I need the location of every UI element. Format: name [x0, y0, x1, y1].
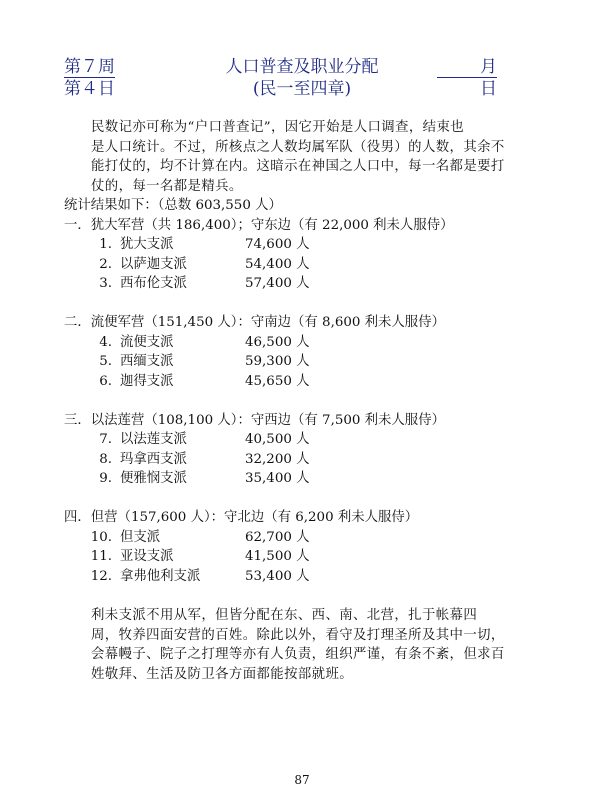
tribe-name: 西布伦支派	[120, 276, 187, 291]
item-number: 3.	[99, 276, 112, 291]
tribe-count: 53,400 人	[245, 568, 310, 584]
tribe-count: 57,400 人	[245, 276, 310, 291]
camp-group-north	[64, 508, 550, 586]
item-number: 9.	[99, 471, 112, 486]
tribe-count: 41,500 人	[245, 549, 310, 564]
tribe-name: 拿弗他利支派	[120, 568, 201, 584]
tribe-count: 74,600 人	[245, 237, 310, 252]
intro-line: 能打仗的，均不计算在内。这暗示在神国之人口中，每一名都是要打	[91, 159, 505, 174]
closing-line: 姓敬拜、生活及防卫各方面都能按部就班。	[91, 666, 354, 682]
tribe-name: 以萨迦支派	[120, 256, 187, 272]
closing-line: 利未支派不用从军，但皆分配在东、西、南、北营，扎于帐幕四	[91, 608, 478, 623]
item-number: 1.	[99, 237, 112, 252]
list-item	[64, 430, 550, 450]
list-item	[64, 333, 550, 353]
item-number: 10.	[90, 529, 112, 545]
page-title: 人口普查及职业分配	[225, 57, 379, 77]
group-heading: 三．以法莲营（108,100 人）：守西边（有 7,500 利未人服侍）	[64, 412, 445, 428]
list-item	[64, 450, 550, 470]
camp-group-south	[64, 313, 550, 391]
intro-line: 是人口统计。不过，所核点之人数均属军队（役男）的人数，其余不	[91, 139, 505, 155]
list-item	[64, 235, 550, 255]
day-label: 第４日	[64, 79, 115, 99]
tribe-name: 犹大支派	[120, 237, 174, 252]
tribe-count: 54,400 人	[245, 256, 310, 272]
item-number: 8.	[99, 451, 112, 467]
tribe-name: 便雅悯支派	[120, 471, 187, 486]
tribe-name: 以法莲支派	[120, 432, 187, 447]
tribe-count: 59,300 人	[245, 354, 310, 369]
list-item	[64, 469, 550, 489]
item-number: 7.	[99, 432, 112, 447]
closing-paragraph	[64, 606, 550, 684]
tribe-name: 玛拿西支派	[120, 451, 187, 467]
item-number: 12.	[90, 568, 112, 584]
camp-group-east	[64, 216, 550, 294]
item-number: 11.	[90, 549, 112, 564]
list-item	[64, 352, 550, 372]
page-number: 87	[294, 773, 310, 787]
main-text	[64, 118, 550, 684]
tribe-count: 45,650 人	[245, 373, 310, 389]
tribe-count: 32,200 人	[245, 451, 310, 467]
tribe-name: 亚设支派	[120, 549, 174, 564]
tribe-name: 但支派	[120, 529, 161, 545]
closing-line: 周，牧养四面安营的百姓。除此以外，看守及打理圣所及其中一切，	[91, 627, 505, 643]
summary-line: 统计结果如下：（总数 603,550 人）	[64, 198, 282, 213]
group-heading: 一．犹大军营（共 186,400）；守东边（有 22,000 利未人服侍）	[64, 217, 454, 233]
camp-group-west	[64, 411, 550, 489]
intro-paragraph	[64, 118, 550, 196]
tribe-count: 62,700 人	[245, 529, 310, 545]
item-number: 6.	[99, 373, 112, 389]
list-item	[64, 255, 550, 275]
tribe-name: 西缅支派	[120, 354, 174, 369]
closing-line: 会幕幔子、院子之打理等亦有人负责，组织严谨，有条不紊，但求百	[91, 647, 505, 662]
intro-line: 仗的，每一名都是精兵。	[91, 178, 243, 194]
tribe-count: 35,400 人	[245, 471, 310, 486]
month-blank: 月	[437, 57, 497, 78]
list-item	[64, 274, 550, 294]
tribe-name: 流便支派	[120, 334, 174, 350]
tribe-count: 46,500 人	[245, 334, 310, 350]
tribe-name: 迦得支派	[120, 373, 174, 389]
list-item	[64, 372, 550, 392]
list-item	[64, 567, 550, 587]
tribe-count: 40,500 人	[245, 432, 310, 447]
item-number: 5.	[99, 354, 112, 369]
list-item	[64, 528, 550, 548]
group-heading: 二．流便军营（151,450 人）：守南边（有 8,600 利未人服侍）	[64, 315, 445, 330]
week-label: 第７周	[64, 57, 115, 77]
item-number: 4.	[99, 334, 112, 350]
intro-line: 民数记亦可称为“户口普查记”，因它开始是人口调查，结束也	[91, 120, 465, 135]
item-number: 2.	[99, 256, 112, 272]
list-item	[64, 547, 550, 567]
group-heading: 四．但营（157,600 人）：守北边（有 6,200 利未人服侍）	[64, 510, 419, 525]
page-subtitle: (民一至四章)	[252, 79, 352, 99]
day-blank: 日	[480, 79, 497, 99]
